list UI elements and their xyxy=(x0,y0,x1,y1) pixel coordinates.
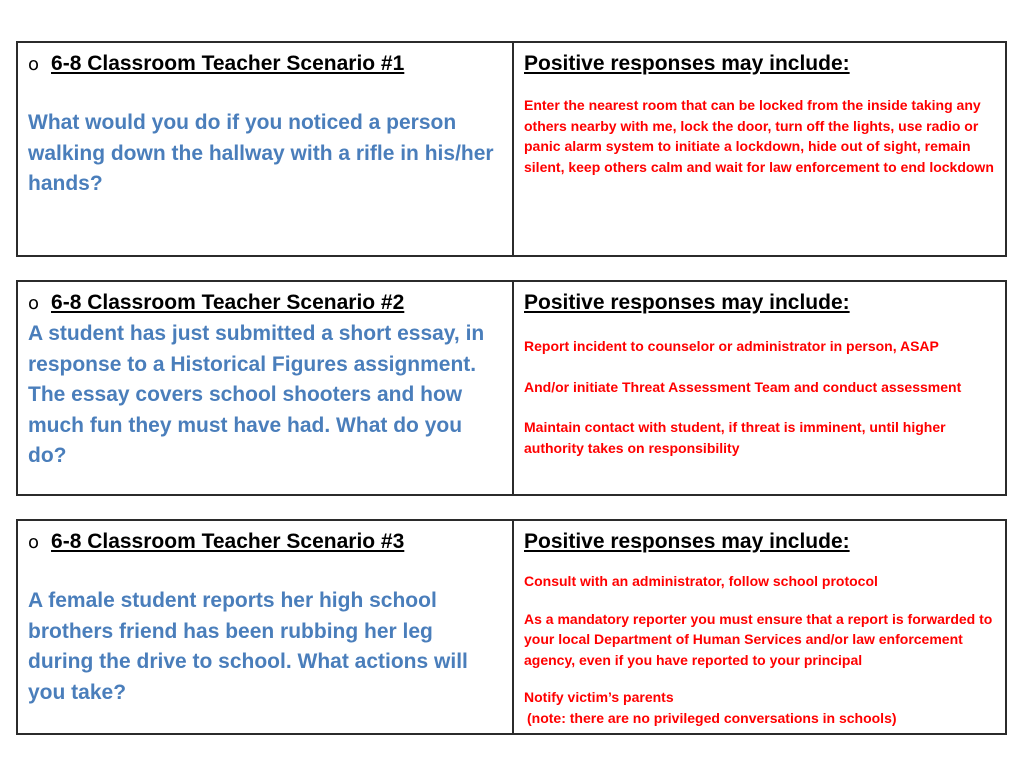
scenario-3-question-cell xyxy=(18,521,514,733)
scenario-1-table xyxy=(16,41,1007,257)
response-item: And/or initiate Threat Assessment Team and conduct assessment xyxy=(524,378,962,395)
scenario-2-responses-cell xyxy=(514,282,1005,494)
scenario-2-table xyxy=(16,280,1007,496)
scenario-3-responses-list xyxy=(524,571,995,728)
scenario-3-title: 6-8 Classroom Teacher Scenario #3 xyxy=(51,530,405,553)
response-item: Consult with an administrator, follow school protocol xyxy=(524,573,878,589)
scenario-3-table xyxy=(16,519,1007,735)
response-item: Notify victim’s parents xyxy=(524,689,674,705)
response-note: (note: there are no privileged conversations in schools) xyxy=(527,709,897,726)
response-item: Report incident to counselor or administrator in person, ASAP xyxy=(524,338,939,354)
scenario-1-title-line xyxy=(28,51,502,78)
scenario-3-question: A female student reports her high school brothers friend has been rubbing her leg during the drive to school. What actions will you take? xyxy=(28,589,468,704)
scenario-3-responses-header: Positive responses may include: xyxy=(524,530,850,553)
response-item: Maintain contact with student, if threat is imminent, until higher authority takes on responsibility xyxy=(524,419,946,456)
scenario-1-question: What would you do if you noticed a person walking down the hallway with a rifle in his/her hands? xyxy=(28,111,494,195)
scenario-2-title: 6-8 Classroom Teacher Scenario #2 xyxy=(51,291,405,314)
scenario-3-responses-cell xyxy=(514,521,1005,733)
scenario-2-title-line xyxy=(28,290,502,317)
scenario-1-responses-header: Positive responses may include: xyxy=(524,52,850,75)
scenario-3-title-line xyxy=(28,529,502,556)
scenario-1-title: 6-8 Classroom Teacher Scenario #1 xyxy=(51,52,405,75)
bullet-icon: o xyxy=(28,532,40,553)
bullet-icon: o xyxy=(28,54,40,75)
scenario-2-question-cell xyxy=(18,282,514,494)
scenario-1-responses-cell xyxy=(514,43,1005,255)
response-item: Enter the nearest room that can be locked from the inside taking any others nearby with me, lock the door, turn off the lights, use radio or panic alarm system to initiate a lockdown, hide out of sight, remain silent, keep others calm and wait for law enforcement to end lockdown xyxy=(524,97,994,175)
scenario-1-responses-list xyxy=(524,95,995,177)
response-item: As a mandatory reporter you must ensure that a report is forwarded to your local Department of Human Services and/or law enforcement agency, even if you have reported to your principal xyxy=(524,610,993,668)
scenario-2-responses-header: Positive responses may include: xyxy=(524,291,850,314)
scenario-2-question: A student has just submitted a short essay, in response to a Historical Figures assignment. The essay covers school shooters and how much fun they must have had. What do you do? xyxy=(28,322,485,467)
bullet-icon: o xyxy=(28,293,40,314)
scenario-1-question-cell xyxy=(18,43,514,255)
scenario-2-responses-list xyxy=(524,336,995,458)
